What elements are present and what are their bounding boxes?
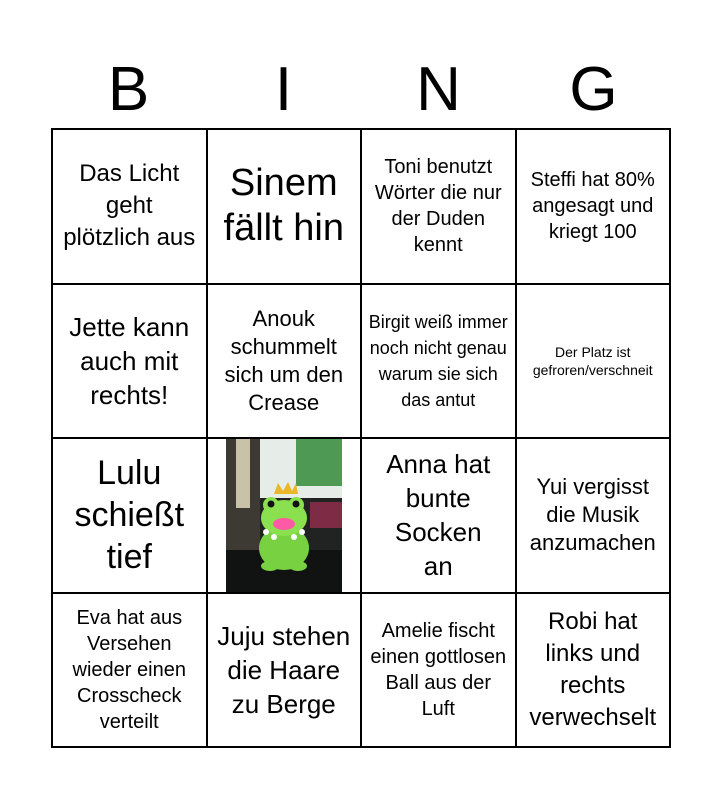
header-letter-b: B <box>107 55 150 124</box>
bingo-cell-3[interactable] <box>362 130 517 285</box>
bingo-cell-2[interactable] <box>208 130 363 285</box>
frog-figurine-icon <box>226 439 342 592</box>
bingo-cell-5[interactable] <box>53 285 208 440</box>
cell-text: Juju stehen die Haare zu Berge <box>217 620 351 719</box>
bingo-cell-13[interactable] <box>53 594 208 749</box>
bingo-cell-12[interactable] <box>517 439 672 594</box>
cell-text: Robi hat links und rechts verwechselt <box>529 607 657 731</box>
bingo-header <box>51 52 671 128</box>
cell-text: Eva hat aus Versehen wieder einen Crosscheck verteilt <box>72 606 186 733</box>
frog-king-photo <box>226 439 342 592</box>
cell-text: Sinem fällt hin <box>223 162 344 250</box>
cell-text: Yui vergisst die Musik anzumachen <box>529 474 656 556</box>
cell-text: Das Licht geht plötzlich aus <box>63 160 196 252</box>
bingo-cell-8[interactable] <box>517 285 672 440</box>
bingo-cell-4[interactable] <box>517 130 672 285</box>
cell-text: Jette kann auch mit rechts! <box>69 311 190 410</box>
cell-text: Steffi hat 80% angesagt und kriegt 100 <box>530 169 655 244</box>
cell-text: Anna hat bunte Socken an <box>386 449 491 582</box>
bingo-cell-16[interactable] <box>517 594 672 749</box>
header-letter-i: I <box>274 55 293 124</box>
cell-text: Der Platz ist gefroren/verschneit <box>532 343 653 378</box>
cell-text: Birgit weiß immer noch nicht genau warum sie sich das antut <box>368 311 508 410</box>
bingo-cell-15[interactable] <box>362 594 517 749</box>
cell-text: Lulu schießt tief <box>74 454 185 577</box>
bingo-cell-9[interactable] <box>53 439 208 594</box>
header-letter-n: N <box>416 55 461 124</box>
bingo-cell-11[interactable] <box>362 439 517 594</box>
cell-text: Anouk schummelt sich um den Crease <box>224 305 344 415</box>
cell-text: Toni benutzt Wörter die nur der Duden kennt <box>374 156 502 257</box>
bingo-cell-6[interactable] <box>208 285 363 440</box>
bingo-cell-1[interactable] <box>53 130 208 285</box>
header-letter-g: G <box>569 55 618 124</box>
cell-text: Amelie fischt einen gottlosen Ball aus der Luft <box>370 619 507 720</box>
bingo-cell-10-free[interactable] <box>208 439 363 594</box>
bingo-cell-7[interactable] <box>362 285 517 440</box>
bingo-board <box>51 128 671 748</box>
bingo-cell-14[interactable] <box>208 594 363 749</box>
